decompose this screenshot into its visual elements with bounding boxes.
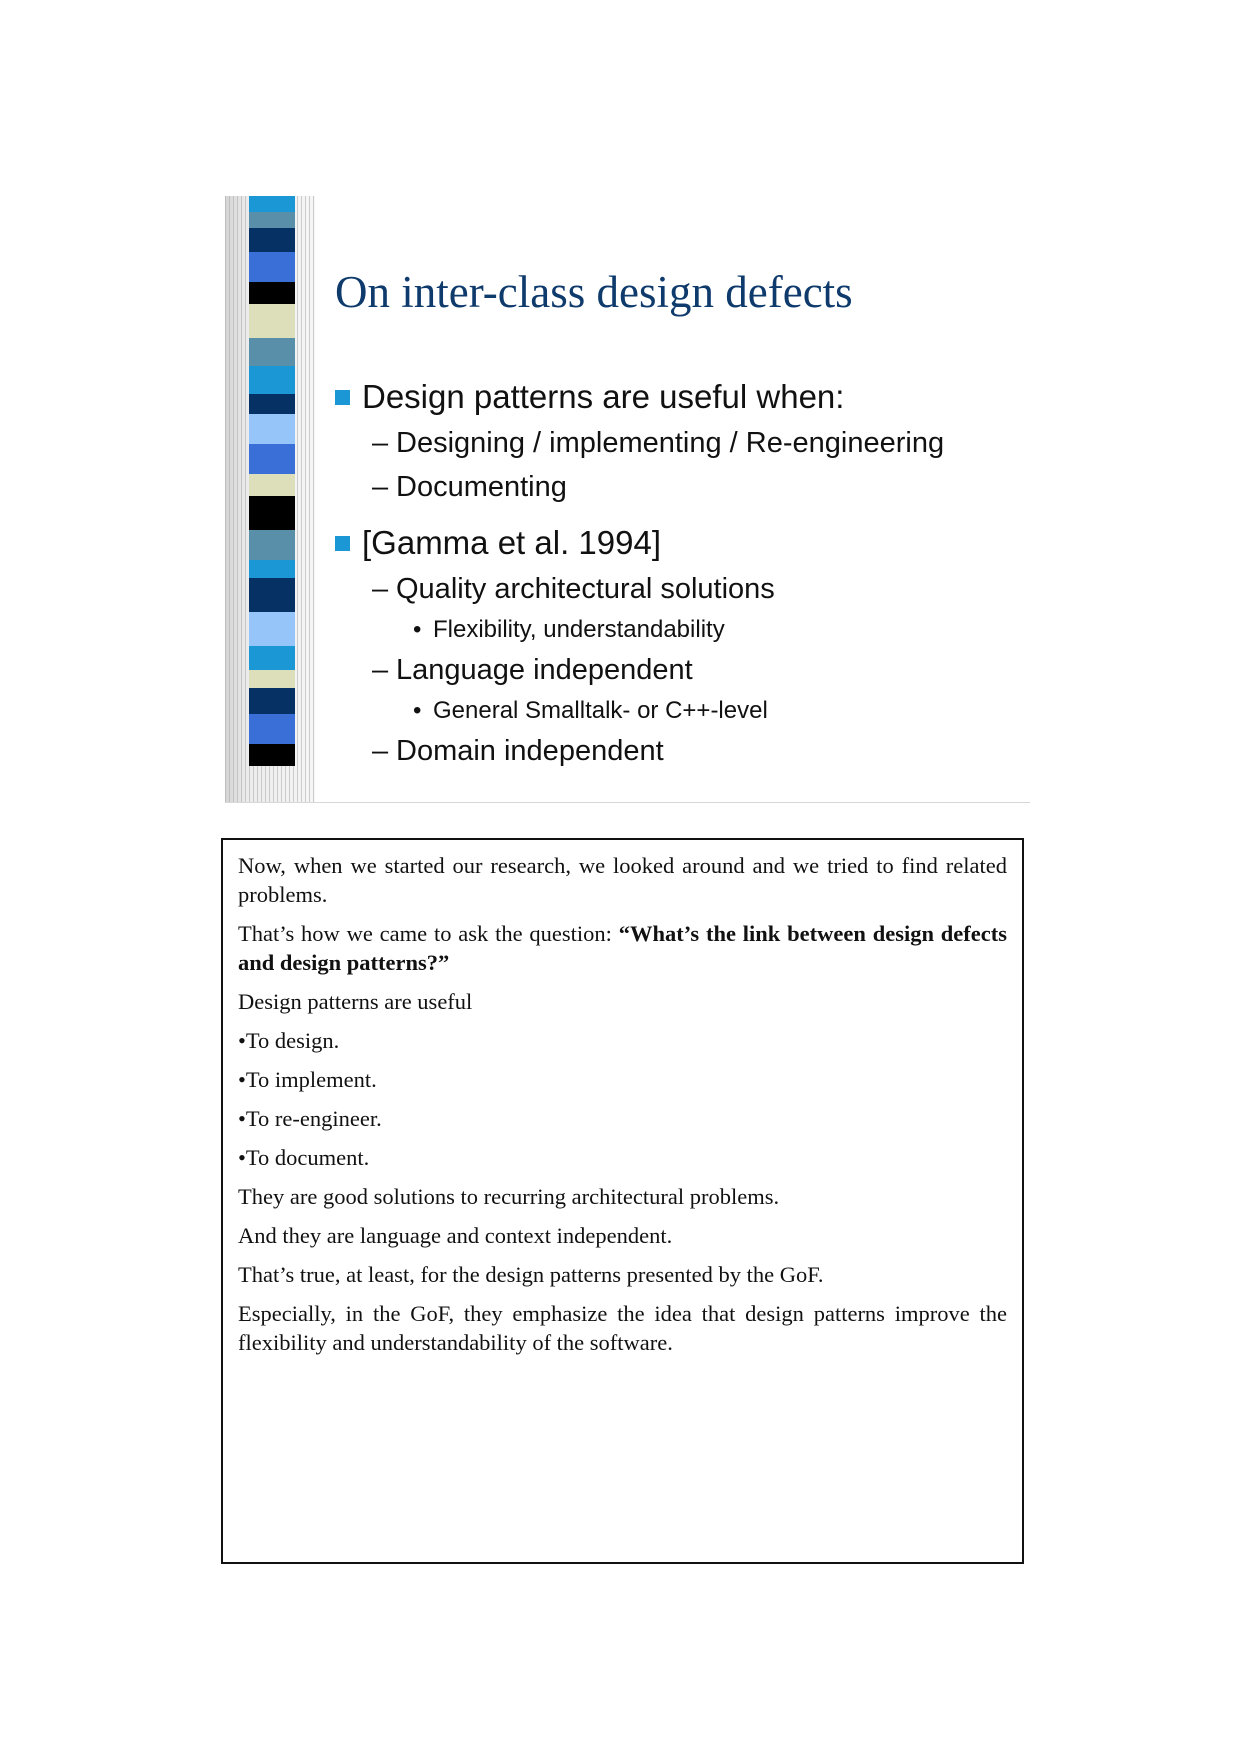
slide-title: On inter-class design defects	[335, 267, 853, 317]
sub-bullet-text: Documenting	[396, 471, 567, 503]
bullet-text: Design patterns are useful when:	[362, 378, 845, 415]
stripe-segment	[249, 304, 295, 338]
stripe-segment	[249, 414, 295, 444]
sub-bullet-item	[335, 467, 1025, 508]
stripe-segment	[249, 560, 295, 578]
notes-list-item: •To document.	[238, 1145, 370, 1170]
stripe-segment	[249, 444, 295, 474]
sub-sub-bullet-item	[335, 693, 1025, 728]
bullet-item	[335, 520, 1025, 566]
notes-list-item: •To re-engineer.	[238, 1106, 382, 1131]
stripe-segment	[249, 252, 295, 282]
stripe-segment	[249, 578, 295, 612]
stripe-segment	[249, 394, 295, 414]
square-bullet-icon	[335, 536, 350, 551]
decorative-stripe-bar	[225, 196, 315, 802]
bullet-item	[335, 374, 1025, 420]
dash-marker: –	[372, 573, 389, 605]
dash-marker: –	[372, 427, 389, 459]
sub-sub-bullet-text: Flexibility, understandability	[433, 616, 725, 643]
stripe-segment	[249, 646, 295, 670]
stripe-segment	[249, 530, 295, 560]
notes-list-item: •To implement.	[238, 1067, 377, 1092]
stripe-column	[249, 196, 295, 802]
stripe-segment	[249, 366, 295, 394]
sub-bullet-text: Language independent	[396, 654, 693, 686]
stripe-segment	[249, 196, 295, 212]
stripe-segment	[249, 612, 295, 646]
notes-paragraph: Now, when we started our research, we looked around and we tried to find related problems.	[238, 853, 1007, 907]
dash-marker: –	[372, 471, 389, 503]
stripe-segment	[249, 282, 295, 304]
stripe-segment	[249, 474, 295, 496]
notes-question-bold: “What’s the link between design defects and design patterns?”	[238, 921, 1007, 975]
notes-list-item: •To design.	[238, 1028, 340, 1053]
sub-bullet-text: Domain independent	[396, 735, 664, 767]
dash-marker: –	[372, 654, 389, 686]
speaker-notes-box	[221, 838, 1024, 1564]
bullet-text: [Gamma et al. 1994]	[362, 524, 661, 561]
notes-question-lead: That’s how we came to ask the question:	[238, 921, 619, 946]
sub-bullet-item	[335, 731, 1025, 772]
bullet-list	[335, 374, 1025, 772]
sub-sub-bullet-item	[335, 612, 1025, 647]
sub-bullet-item	[335, 650, 1025, 691]
dot-marker: •	[413, 616, 422, 643]
slide	[225, 196, 1030, 803]
stripe-segment	[249, 338, 295, 366]
dot-marker: •	[413, 697, 422, 724]
stripe-segment	[249, 496, 295, 530]
sub-bullet-text: Quality architectural solutions	[396, 573, 775, 605]
stripe-segment	[249, 670, 295, 688]
dash-marker: –	[372, 735, 389, 767]
notes-paragraph: Especially, in the GoF, they emphasize the idea that design patterns improve the flexibility and understandability of the software.	[238, 1301, 1007, 1355]
notes-paragraph: And they are language and context independent.	[238, 1223, 673, 1248]
square-bullet-icon	[335, 390, 350, 405]
sub-sub-bullet-text: General Smalltalk- or C++-level	[433, 697, 768, 724]
stripe-segment	[249, 688, 295, 714]
notes-paragraph: They are good solutions to recurring architectural problems.	[238, 1184, 780, 1209]
sub-bullet-text: Designing / implementing / Re-engineering	[396, 427, 945, 459]
notes-paragraph	[238, 919, 1007, 977]
stripe-segment	[249, 212, 295, 228]
stripe-segment	[249, 744, 295, 766]
sub-bullet-item	[335, 423, 1025, 464]
sub-bullet-item	[335, 569, 1025, 610]
stripe-segment	[249, 228, 295, 252]
notes-paragraph: That’s true, at least, for the design patterns presented by the GoF.	[238, 1262, 824, 1287]
stripe-segment	[249, 714, 295, 744]
notes-paragraph: Design patterns are useful	[238, 989, 473, 1014]
